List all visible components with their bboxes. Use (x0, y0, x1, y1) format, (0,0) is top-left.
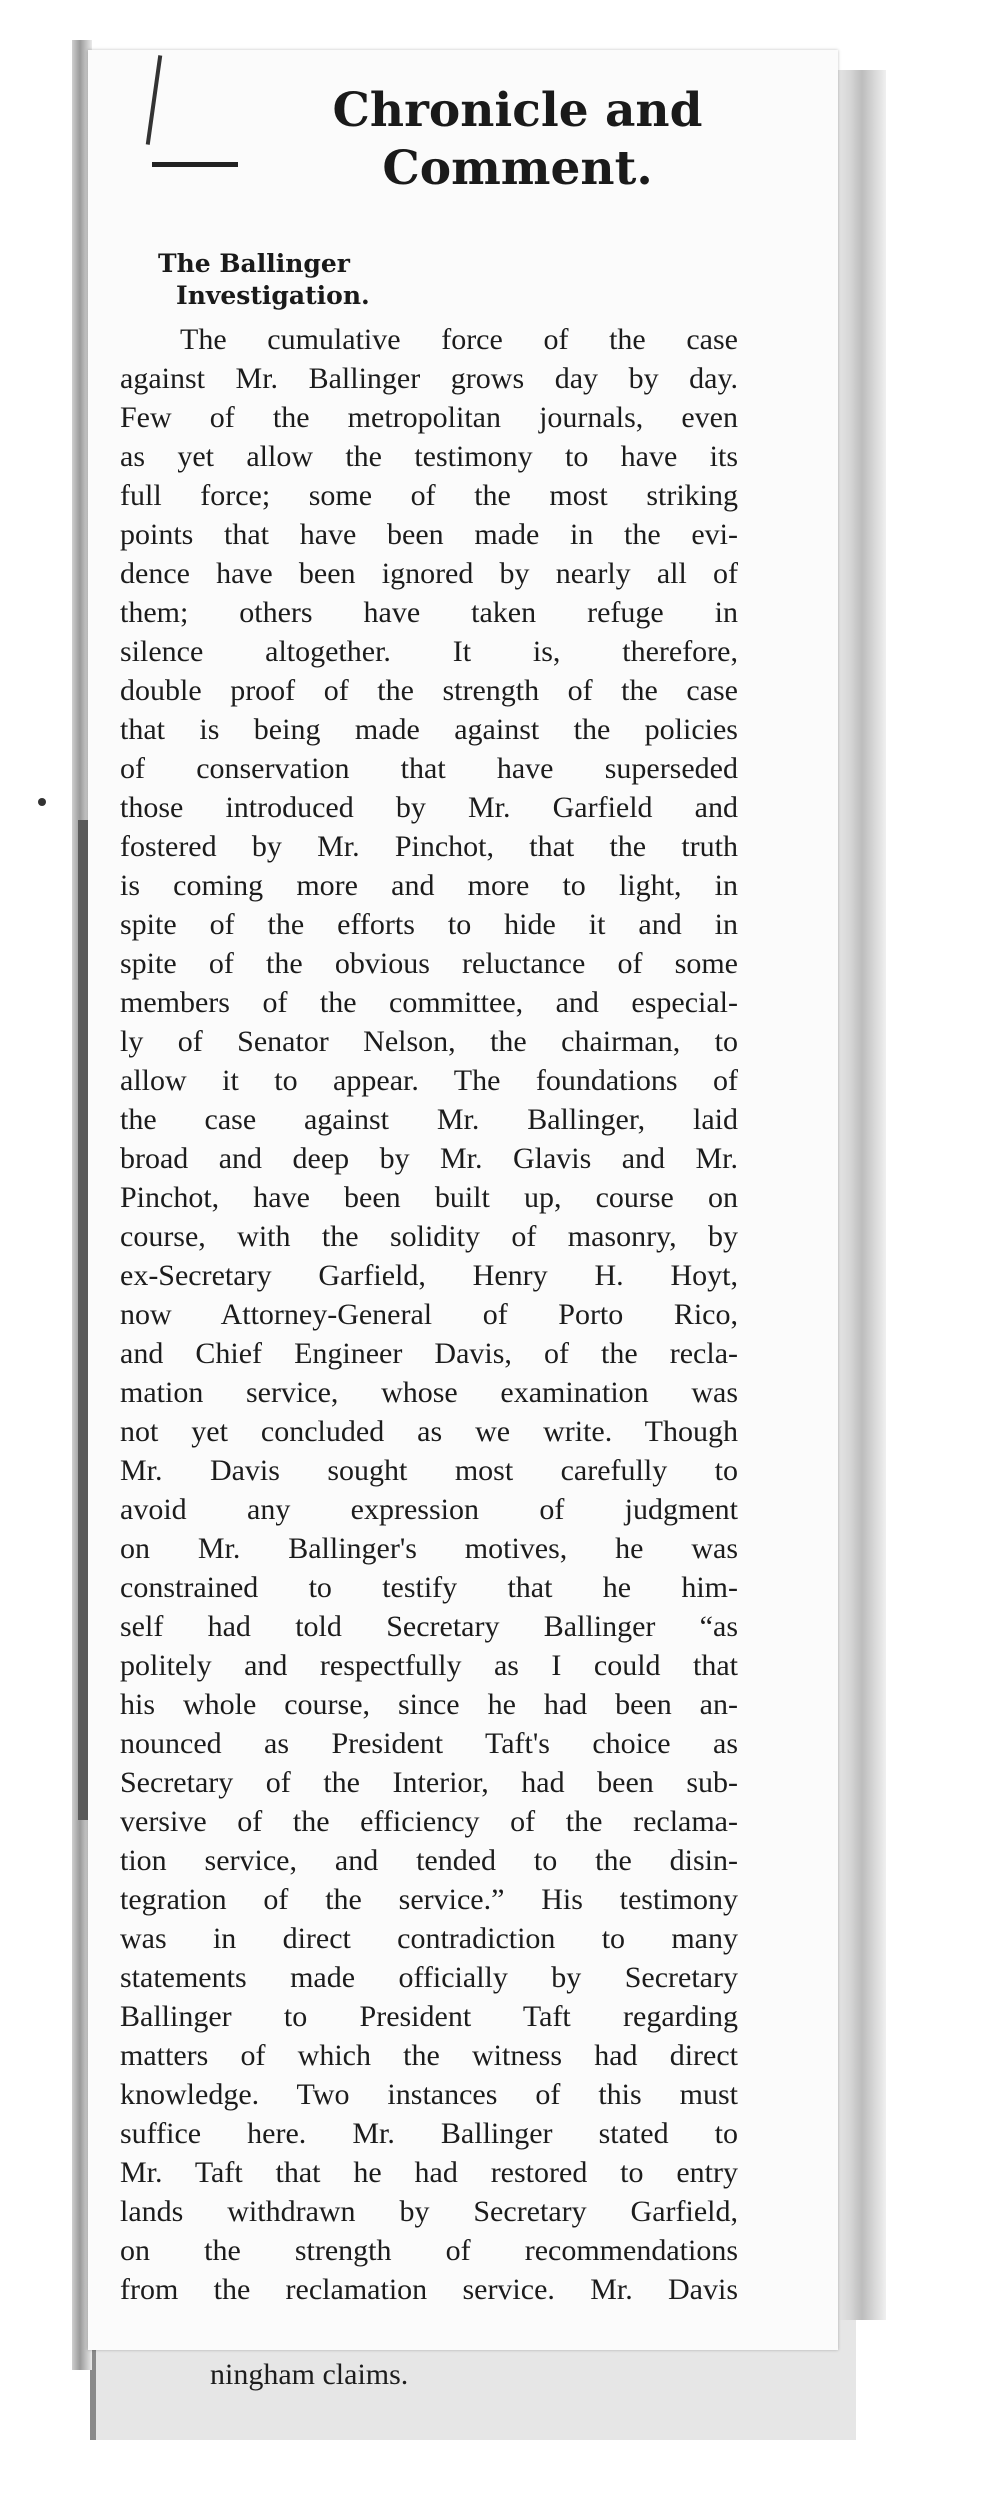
section-heading (158, 248, 370, 312)
article-line: Secretary of the Interior, had been sub- (120, 1766, 738, 1799)
article-line: Pinchot, have been built up, course on (120, 1181, 738, 1214)
page-title (0, 82, 999, 198)
article-line: Few of the metropolitan journals, even (120, 401, 738, 434)
article-line: tion service, and tended to the disin- (120, 1844, 738, 1877)
article-line: statements made officially by Secretary (120, 1961, 738, 1994)
article-line: fostered by Mr. Pinchot, that the truth (120, 830, 738, 863)
article-line: knowledge. Two instances of this must (120, 2078, 738, 2111)
article-line: that is being made against the policies (120, 713, 738, 746)
article-line: Ballinger to President Taft regarding (120, 2000, 738, 2033)
title-line-2: Comment. (382, 141, 653, 196)
article-line: them; others have taken refuge in (120, 596, 738, 629)
article-line: self had told Secretary Ballinger “as (120, 1610, 738, 1643)
article-line: members of the committee, and especial- (120, 986, 738, 1019)
section-heading-line-2: Investigation. (176, 281, 370, 310)
article-line: spite of the efforts to hide it and in (120, 908, 738, 941)
article-line: avoid any expression of judgment (120, 1493, 738, 1526)
article-line: and Chief Engineer Davis, of the recla- (120, 1337, 738, 1370)
article-line: on Mr. Ballinger's motives, he was (120, 1532, 738, 1565)
article-line: allow it to appear. The foundations of (120, 1064, 738, 1097)
article-line: of conservation that have superseded (120, 752, 738, 785)
article-line: as yet allow the testimony to have its (120, 440, 738, 473)
article-line: was in direct contradiction to many (120, 1922, 738, 1955)
article-line: the case against Mr. Ballinger, laid (120, 1103, 738, 1136)
section-heading-line-1: The Ballinger (158, 249, 350, 278)
left-edge-shadow (78, 820, 88, 1820)
article-line: The cumulative force of the case (180, 323, 738, 356)
article-line: ex-Secretary Garfield, Henry H. Hoyt, (120, 1259, 738, 1292)
article-line: now Attorney-General of Porto Rico, (120, 1298, 738, 1331)
article-line: mation service, whose examination was (120, 1376, 738, 1409)
article-line: is coming more and more to light, in (120, 869, 738, 902)
article-line: Mr. Taft that he had restored to entry (120, 2156, 738, 2189)
article-line: versive of the efficiency of the reclama- (120, 1805, 738, 1838)
article-line: points that have been made in the evi- (120, 518, 738, 551)
article-line: constrained to testify that he him- (120, 1571, 738, 1604)
title-line-1: Chronicle and (332, 83, 703, 138)
article-line: politely and respectfully as I could that (120, 1649, 738, 1682)
footer-fragment: ningham claims. (210, 2358, 409, 2391)
article-line: those introduced by Mr. Garfield and (120, 791, 738, 824)
article-line: against Mr. Ballinger grows day by day. (120, 362, 738, 395)
article-line: on the strength of recommendations (120, 2234, 738, 2267)
article-line: from the reclamation service. Mr. Davis (120, 2273, 738, 2306)
article-body (120, 320, 738, 2309)
article-line: ly of Senator Nelson, the chairman, to (120, 1025, 738, 1058)
article-line: full force; some of the most striking (120, 479, 738, 512)
article-line: course, with the solidity of masonry, by (120, 1220, 738, 1253)
article-line: dence have been ignored by nearly all of (120, 557, 738, 590)
article-line: tegration of the service.” His testimony (120, 1883, 738, 1916)
article-line: nounced as President Taft's choice as (120, 1727, 738, 1760)
margin-dot (38, 798, 46, 806)
article-line: silence altogether. It is, therefore, (120, 635, 738, 668)
article-line: broad and deep by Mr. Glavis and Mr. (120, 1142, 738, 1175)
article-line: lands withdrawn by Secretary Garfield, (120, 2195, 738, 2228)
article-line: his whole course, since he had been an- (120, 1688, 738, 1721)
article-line: suffice here. Mr. Ballinger stated to (120, 2117, 738, 2150)
article-line: double proof of the strength of the case (120, 674, 738, 707)
article-line: matters of which the witness had direct (120, 2039, 738, 2072)
article-line: not yet concluded as we write. Though (120, 1415, 738, 1448)
article-line: spite of the obvious reluctance of some (120, 947, 738, 980)
article-line: Mr. Davis sought most carefully to (120, 1454, 738, 1487)
